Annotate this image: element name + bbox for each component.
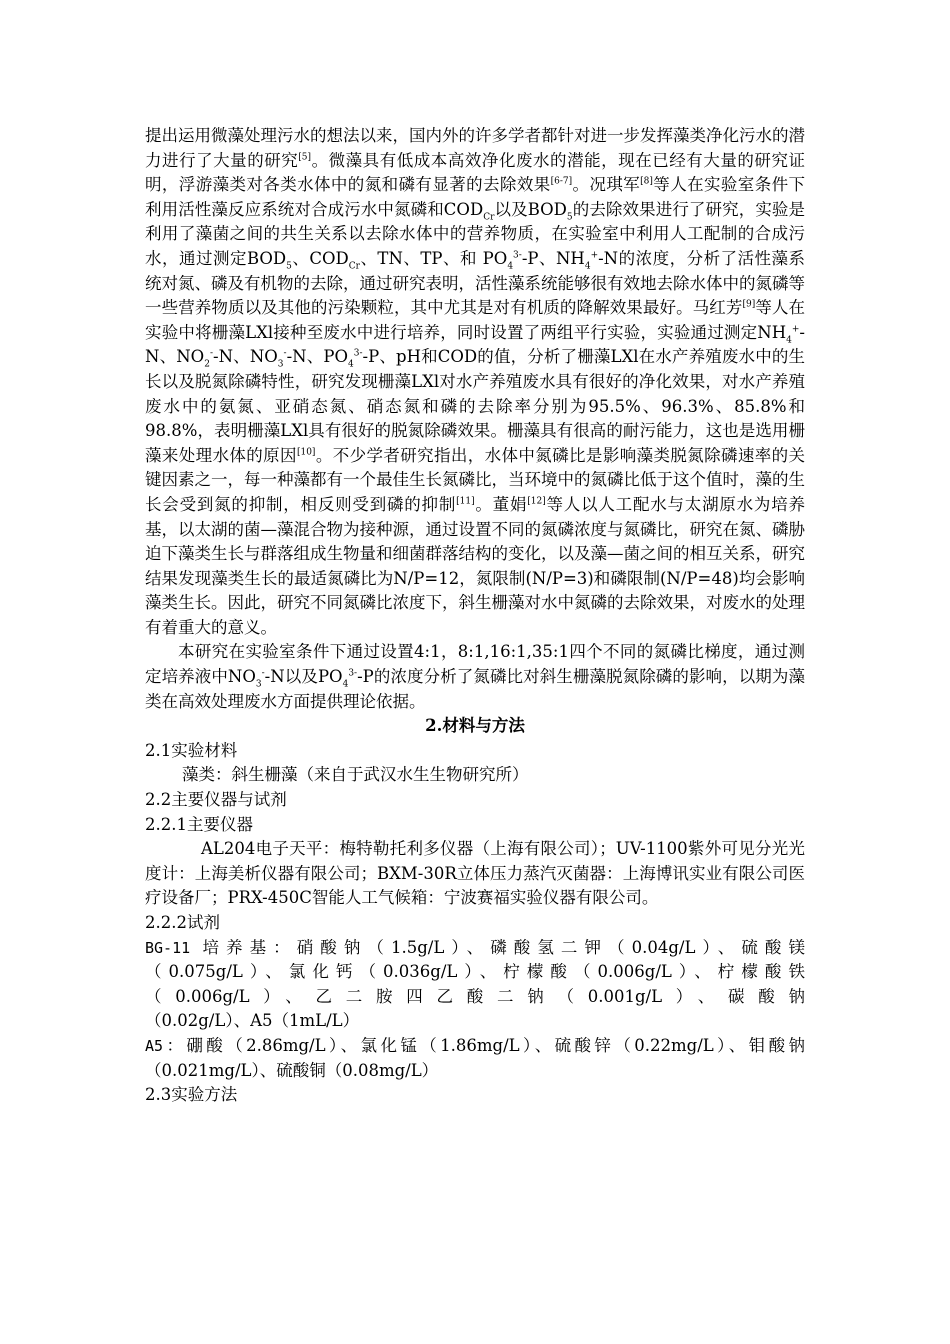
subscript: 4 bbox=[786, 335, 792, 346]
citation: [11] bbox=[456, 496, 475, 507]
subscript: 4 bbox=[584, 261, 591, 272]
text-run: 本研究在实验室条件下通过设置4:1，8:1,16:1,35:1四个不同的氮磷比梯度，通过测定培养液中NO bbox=[145, 642, 805, 687]
materials-text: 藻类：斜生栅藻（来自于武汉水生生物研究所） bbox=[182, 765, 529, 785]
bg11-line-3: （0.006g/L）、乙二胺四乙酸二钠（0.001g/L）、碳酸钠 bbox=[145, 986, 805, 1006]
document-page bbox=[145, 124, 805, 1108]
subsection-heading: 2.2.2试剂 bbox=[145, 913, 220, 932]
text-run: AL204电子天平：梅特勒托利多仪器（上海有限公司）；UV-1100紫外可见分光光度计：上海美析仪器有限公司；BXM-30R立体压力蒸汽灭菌器：上海博讯实业有限公司医疗设备厂；PRX-450C智能人工气候箱：宁波赛福实验仪器有限公司。 bbox=[145, 839, 805, 908]
subscript: 2 bbox=[204, 359, 210, 370]
text-run: ：硼酸（2.86mg/L）、氯化锰（1.86mg/L）、硫酸锌（0.22mg/L）、钼酸钠（0.021mg/L）、硫酸铜（0.08mg/L） bbox=[145, 1035, 805, 1080]
subscript: Cr bbox=[348, 261, 360, 272]
text-run: 等人以人工配水与太湖原水为培养基，以太湖的菌—藻混合物为接种源，通过设置不同的氮磷浓度与氮磷比，研究在氮、磷胁迫下藻类生长与群落组成生物量和细菌群落结构的变化，以及藻—菌之间的相互关系，研究结果发现藻类生长的最适氮磷比为N/P=12，氮限制(N/P=3)和磷限制(N/P=48)均会影响藻类生长。因此，研究不同氮磷比浓度下，斜生栅藻对水中氮磷的去除效果，对废水的处理有着重大的意义。 bbox=[145, 494, 806, 637]
a5-label: A5 bbox=[145, 1036, 164, 1055]
citation: [5] bbox=[298, 152, 312, 163]
subsection-heading: 2.1实验材料 bbox=[145, 740, 238, 760]
text-run: 。不少学者研究指出，水体中氮磷比是影响藻类脱氮除磷速率的关键因素之一，每一种藻都有一个最佳生长氮磷比，当环境中的氮磷比低于这个值时，藻的生长会受到氮的抑制，相反则受到磷的抑制 bbox=[145, 445, 806, 514]
citation: [12] bbox=[527, 496, 546, 507]
text-run: 等人在实验室条件下利用活性藻反应系统对合成污水中氮磷和COD bbox=[145, 175, 806, 219]
text-run: 的去除效果进行了研究，实验是利用了藻菌之间的共生关系以去除水体中的营养物质，在实验室中利用人工配制的合成污水，通过测定BOD bbox=[145, 199, 806, 268]
subscript: 5 bbox=[286, 261, 292, 272]
text-run: 。董娟 bbox=[474, 494, 528, 514]
bg11-line-1 bbox=[145, 936, 805, 961]
bg11-label: BG-11 bbox=[145, 938, 191, 957]
superscript: 3- bbox=[353, 348, 363, 359]
citation: [6-7] bbox=[550, 176, 573, 187]
bg11-line-4: （0.02g/L）、A5（1mL/L） bbox=[145, 1011, 360, 1031]
superscript: 3- bbox=[348, 668, 358, 679]
superscript: + bbox=[590, 250, 599, 261]
text-run: 、COD bbox=[291, 248, 349, 268]
subscript: 3 bbox=[277, 359, 284, 370]
subscript: 3 bbox=[255, 679, 262, 690]
text-run: 、TN、TP、和 PO bbox=[359, 248, 508, 268]
study-paragraph bbox=[145, 640, 805, 714]
superscript: - bbox=[283, 348, 287, 359]
text-run: 提出运用微藻处理污水的想法以来，国内外的许多学者都针对进一步发挥藻类净化污水的潜力进行了大量的研究 bbox=[145, 126, 805, 170]
text-run: 以及BOD bbox=[494, 199, 567, 219]
a5-text bbox=[145, 1034, 805, 1083]
subsection-heading: 2.3实验方法 bbox=[145, 1085, 238, 1105]
subsection-heading: 2.2主要仪器与试剂 bbox=[145, 790, 287, 810]
citation: [8] bbox=[640, 176, 653, 187]
subscript: 5 bbox=[566, 212, 573, 223]
subscript: 4 bbox=[507, 261, 514, 272]
superscript: - bbox=[209, 348, 213, 359]
subscript: 4 bbox=[342, 679, 349, 690]
text-run: 等人在实验中将栅藻LXl接种至废水中进行培养，同时设置了两组平行实验，实验通过测定NH bbox=[145, 298, 806, 342]
text-run: -N、NO bbox=[213, 347, 278, 367]
instruments-text bbox=[145, 837, 805, 911]
subscript: 4 bbox=[348, 359, 354, 370]
text-run: -P、pH和COD的值，分析了栅藻LXl在水产养殖废水中的生长以及脱氮除磷特性，研究发现栅藻LXl对水产养殖废水具有很好的净化效果，对水产养殖废水中的氨氮、亚硝态氮、硝态氮和磷的去除率分别为95.5%、96.3%、85.8%和 98.8%，表明栅藻LXl具有很好的脱氮除磷效果。栅藻具有很高的耐污能力，这也是选用栅藻来处理水体的原因 bbox=[145, 347, 805, 465]
intro-paragraph bbox=[145, 124, 805, 640]
subsection-heading: 2.2.1主要仪器 bbox=[145, 814, 253, 834]
subscript: Cr bbox=[483, 212, 495, 223]
text-run: 。微藻具有低成本高效净化废水的潜能，现在已经有大量的研究证明，浮游藻类对各类水体中的氮和磷有显著的去除效果 bbox=[145, 150, 806, 195]
section-heading: 2.材料与方法 bbox=[425, 716, 525, 736]
text-run: -N、PO bbox=[286, 347, 349, 367]
text-run: -N以及PO bbox=[264, 667, 343, 687]
citation: [9] bbox=[742, 299, 756, 310]
text-run: 。况琪军 bbox=[572, 175, 641, 195]
superscript: 3- bbox=[513, 250, 522, 261]
text-run: -N、NO bbox=[145, 322, 805, 367]
text-run: -P的浓度分析了氮磷比对斜生栅藻脱氮除磷的影响，以期为藻类在高效处理废水方面提供理论依据。 bbox=[145, 667, 805, 711]
text-run: -P、NH bbox=[521, 248, 585, 268]
text-run: -N的浓度，分析了活性藻系统对氮、磷及有机物的去除，通过研究表明，活性藻系统能够很有效地去除水体中的氮磷等一些营养物质以及其他的污染颗粒，其中尤其是对有机质的降解效果最好。马红芳 bbox=[145, 248, 806, 318]
superscript: + bbox=[791, 324, 800, 335]
text-run: 培养基：硝酸钠（1.5g/L）、磷酸氢二钾（0.04g/L）、硫酸镁 bbox=[202, 937, 805, 957]
bg11-line-2: （0.075g/L）、氯化钙（0.036g/L）、柠檬酸（0.006g/L）、柠檬酸铁 bbox=[145, 962, 805, 982]
superscript: - bbox=[261, 668, 265, 679]
citation: [10] bbox=[296, 447, 316, 458]
